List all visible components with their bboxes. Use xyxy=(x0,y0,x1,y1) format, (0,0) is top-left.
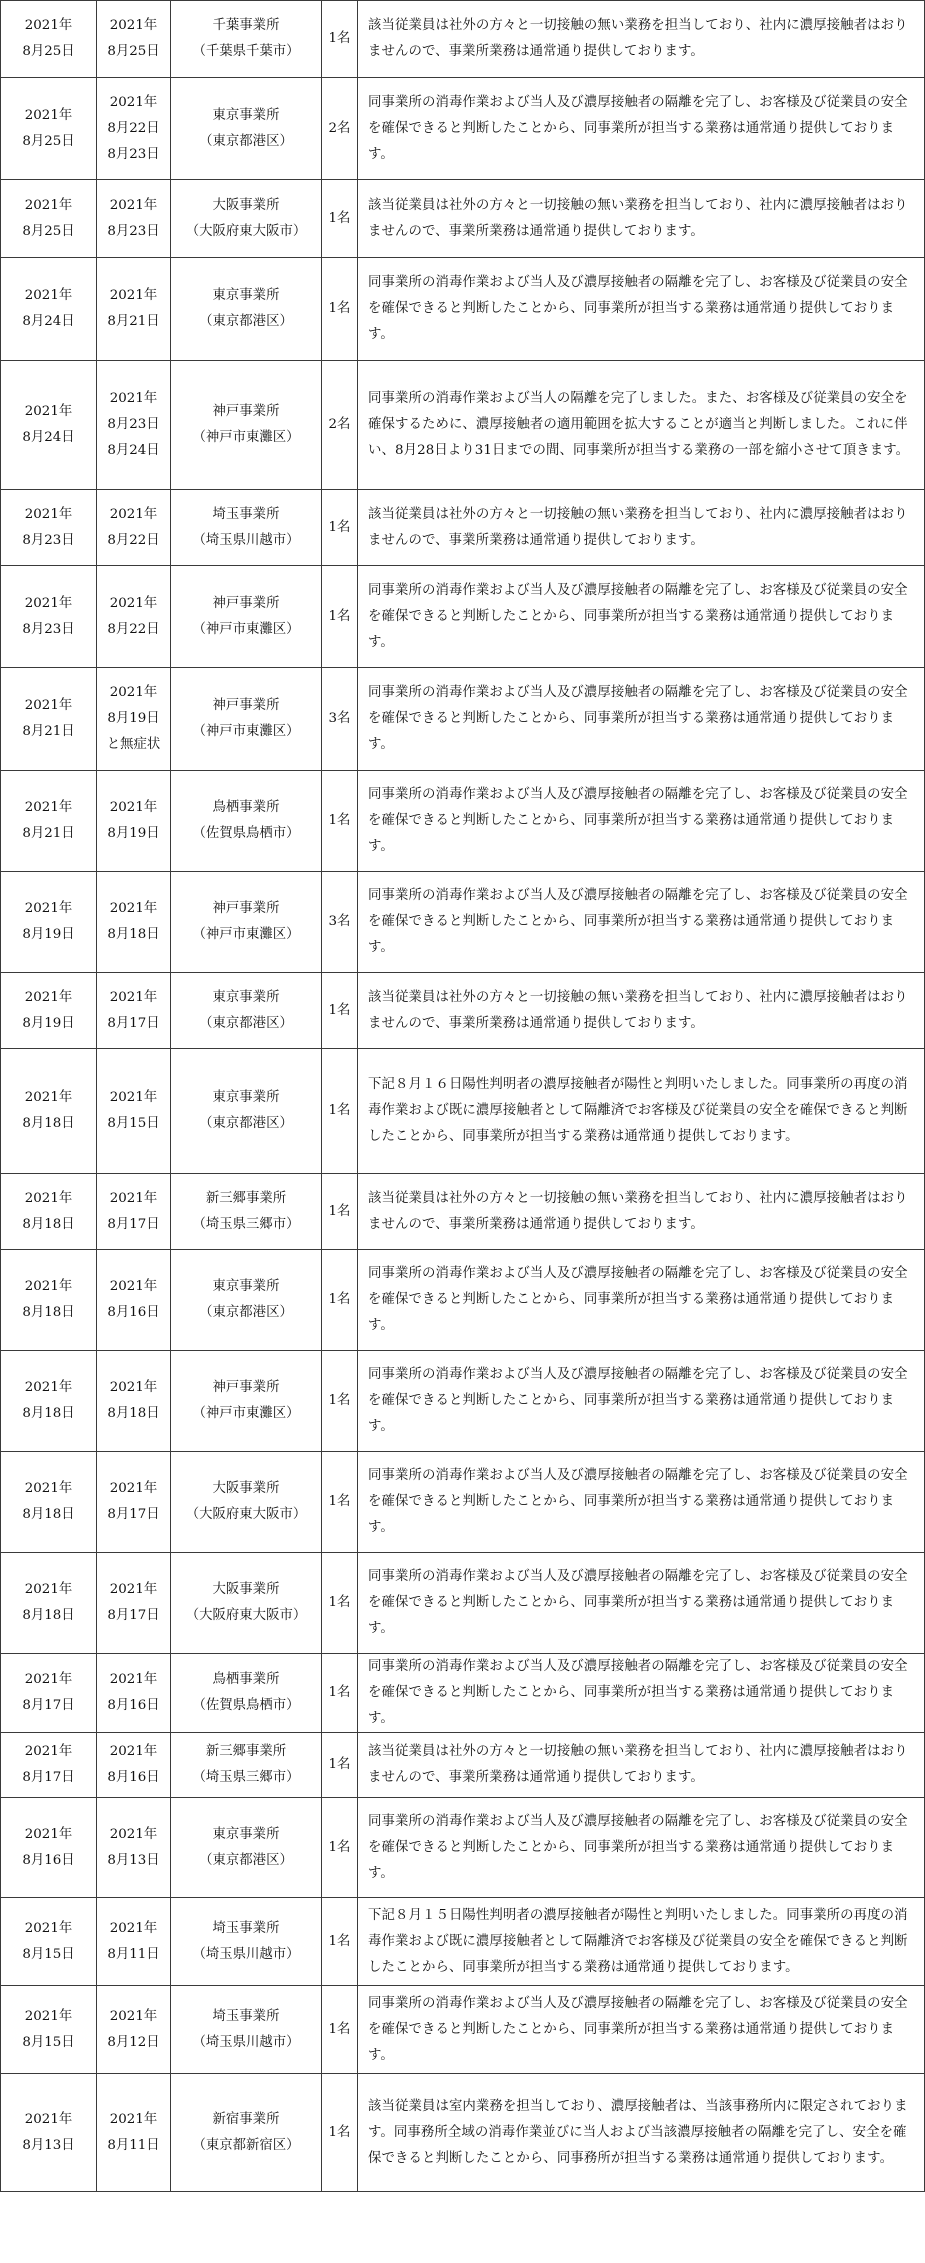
office-cell xyxy=(171,180,322,258)
office-cell xyxy=(171,1898,322,1986)
office-cell-line: 東京事業所 xyxy=(212,288,280,303)
status-note-cell: 下記８月１５日陽性判明者の濃厚接触者が陽性と判明いたしました。同事業所の再度の消毒作業および既に濃厚接触者として隔離済でお客様及び従業員の安全を確保できると判断したことから、同事業所が担当する業務は通常通り提供しております。 xyxy=(358,1898,925,1986)
report-date-cell-line: 8月18日 xyxy=(22,1406,75,1421)
case-count-cell: 1名 xyxy=(322,1798,358,1898)
office-cell-line: 神戸事業所 xyxy=(212,595,280,611)
onset-date-cell xyxy=(97,2074,171,2192)
office-cell xyxy=(171,78,322,180)
report-date-cell-line: 8月23日 xyxy=(22,621,75,637)
office-cell xyxy=(171,1798,322,1898)
onset-date-cell-line: 8月18日 xyxy=(107,1406,160,1421)
onset-date-cell xyxy=(97,973,171,1049)
office-cell-line: （大阪府東大阪市） xyxy=(185,1608,307,1623)
case-count-cell: 2名 xyxy=(322,78,358,180)
report-date-cell-line: 8月19日 xyxy=(22,1015,75,1031)
office-cell-line: 東京事業所 xyxy=(212,989,280,1005)
case-count-cell: 1名 xyxy=(322,2074,358,2192)
report-date-cell-line: 8月18日 xyxy=(22,1216,75,1232)
case-count-cell: 1名 xyxy=(322,1174,358,1250)
onset-date-cell xyxy=(97,1,171,78)
status-note-cell: 同事業所の消毒作業および当人及び濃厚接触者の隔離を完了し、お客様及び従業員の安全を確保できると判断したことから、同事業所が担当する業務は通常通り提供しております。 xyxy=(358,771,925,872)
report-date-cell xyxy=(1,668,97,771)
report-date-cell xyxy=(1,1250,97,1351)
report-date-cell xyxy=(1,1798,97,1898)
table-row xyxy=(1,180,925,258)
status-note-cell: 同事業所の消毒作業および当人及び濃厚接触者の隔離を完了し、お客様及び従業員の安全を確保できると判断したことから、同事業所が担当する業務は通常通り提供しております。 xyxy=(358,1654,925,1733)
case-count-cell: 1名 xyxy=(322,1733,358,1798)
report-date-cell-line: 8月25日 xyxy=(22,223,75,239)
office-cell xyxy=(171,490,322,566)
report-date-cell-line: 2021年 xyxy=(24,1090,73,1105)
report-date-cell-line: 2021年 xyxy=(24,698,73,713)
office-cell-line: 埼玉事業所 xyxy=(212,1920,280,1936)
office-cell-line: 新三郷事業所 xyxy=(205,1190,287,1206)
office-cell xyxy=(171,1452,322,1553)
table-row xyxy=(1,78,925,180)
report-date-cell-line: 8月18日 xyxy=(22,1608,75,1623)
report-date-cell-line: 2021年 xyxy=(24,288,73,303)
onset-date-cell xyxy=(97,180,171,258)
onset-date-cell-line: 8月13日 xyxy=(107,1852,160,1868)
report-date-cell xyxy=(1,1,97,78)
status-note-cell: 同事業所の消毒作業および当人及び濃厚接触者の隔離を完了し、お客様及び従業員の安全を確保できると判断したことから、同事業所が担当する業務は通常通り提供しております。 xyxy=(358,668,925,771)
report-date-cell-line: 2021年 xyxy=(24,197,73,213)
office-cell-line: （埼玉県三郷市） xyxy=(192,1216,300,1232)
report-date-cell-line: 8月17日 xyxy=(22,1770,75,1785)
report-date-cell xyxy=(1,1553,97,1654)
table-row xyxy=(1,1986,925,2074)
status-note-cell: 同事業所の消毒作業および当人及び濃厚接触者の隔離を完了し、お客様及び従業員の安全を確保できると判断したことから、同事業所が担当する業務は通常通り提供しております。 xyxy=(358,1553,925,1654)
case-count-cell: 1名 xyxy=(322,973,358,1049)
onset-date-cell xyxy=(97,1898,171,1986)
onset-date-cell-line: 8月22日 xyxy=(107,621,160,637)
table-row xyxy=(1,1250,925,1351)
onset-date-cell-line: 2021年 xyxy=(109,1190,158,1206)
onset-date-cell-line: 8月17日 xyxy=(107,1216,160,1232)
onset-date-cell-line: 8月18日 xyxy=(107,927,160,942)
office-cell-line: 大阪事業所 xyxy=(212,1582,280,1597)
onset-date-cell-line: 8月11日 xyxy=(107,1946,160,1962)
report-date-cell xyxy=(1,1733,97,1798)
onset-date-cell xyxy=(97,78,171,180)
report-date-cell xyxy=(1,78,97,180)
office-cell xyxy=(171,258,322,361)
onset-date-cell-line: 2021年 xyxy=(109,94,158,110)
status-note-cell: 同事業所の消毒作業および当人及び濃厚接触者の隔離を完了し、お客様及び従業員の安全を確保できると判断したことから、同事業所が担当する業務は通常通り提供しております。 xyxy=(358,872,925,973)
table-row xyxy=(1,1898,925,1986)
office-cell-line: （東京都新宿区） xyxy=(192,2137,300,2153)
report-date-cell-line: 2021年 xyxy=(24,2111,73,2127)
table-row xyxy=(1,973,925,1049)
office-cell-line: 東京事業所 xyxy=(212,107,280,123)
report-date-cell-line: 8月18日 xyxy=(22,1507,75,1522)
table-row xyxy=(1,872,925,973)
office-cell xyxy=(171,566,322,668)
report-date-cell-line: 8月24日 xyxy=(22,314,75,329)
onset-date-cell-line: 2021年 xyxy=(109,1920,158,1936)
report-date-cell-line: 2021年 xyxy=(24,1481,73,1496)
report-date-cell xyxy=(1,1986,97,2074)
onset-date-cell xyxy=(97,771,171,872)
office-cell-line: （大阪府東大阪市） xyxy=(185,1507,307,1522)
onset-date-cell-line: 8月22日 xyxy=(107,120,160,136)
report-date-cell xyxy=(1,566,97,668)
onset-date-cell xyxy=(97,668,171,771)
report-date-cell-line: 2021年 xyxy=(24,901,73,916)
office-cell-line: （佐賀県鳥栖市） xyxy=(192,826,300,841)
office-cell-line: 東京事業所 xyxy=(212,1826,280,1842)
onset-date-cell-line: 8月24日 xyxy=(107,443,160,458)
case-count-cell: 2名 xyxy=(322,361,358,490)
onset-date-cell-line: 8月21日 xyxy=(107,314,160,329)
onset-date-cell-line: 2021年 xyxy=(109,1826,158,1842)
report-date-cell-line: 8月25日 xyxy=(22,133,75,149)
onset-date-cell-line: 8月11日 xyxy=(107,2137,160,2153)
onset-date-cell-line: 8月22日 xyxy=(107,532,160,548)
onset-date-cell xyxy=(97,1250,171,1351)
onset-date-cell-line: 8月23日 xyxy=(107,146,160,162)
office-cell xyxy=(171,2074,322,2192)
table-row xyxy=(1,258,925,361)
office-cell xyxy=(171,872,322,973)
office-cell-line: （神戸市東灘区） xyxy=(192,724,300,739)
case-count-cell: 1名 xyxy=(322,1351,358,1452)
report-date-cell-line: 2021年 xyxy=(24,1672,73,1687)
onset-date-cell xyxy=(97,1351,171,1452)
office-cell-line: （東京都港区） xyxy=(199,1852,293,1868)
office-cell-line: 東京事業所 xyxy=(212,1279,280,1294)
case-count-cell: 1名 xyxy=(322,771,358,872)
office-cell-line: （埼玉県川越市） xyxy=(192,2034,300,2050)
onset-date-cell xyxy=(97,872,171,973)
report-date-cell xyxy=(1,1351,97,1452)
office-cell-line: 埼玉事業所 xyxy=(212,506,280,522)
office-cell-line: 千葉事業所 xyxy=(212,18,280,33)
office-cell-line: （神戸市東灘区） xyxy=(192,430,300,445)
onset-date-cell-line: 2021年 xyxy=(109,1582,158,1597)
onset-date-cell-line: 2021年 xyxy=(109,1279,158,1294)
office-cell xyxy=(171,1049,322,1174)
onset-date-cell-line: 8月12日 xyxy=(107,2034,160,2050)
onset-date-cell-line: 2021年 xyxy=(109,18,158,33)
report-date-cell xyxy=(1,1452,97,1553)
case-count-cell: 3名 xyxy=(322,668,358,771)
table-row xyxy=(1,668,925,771)
office-cell-line: 大阪事業所 xyxy=(212,197,280,213)
report-date-cell-line: 8月18日 xyxy=(22,1305,75,1320)
office-cell xyxy=(171,1174,322,1250)
table-row xyxy=(1,1049,925,1174)
status-note-cell: 同事業所の消毒作業および当人及び濃厚接触者の隔離を完了し、お客様及び従業員の安全を確保できると判断したことから、同事業所が担当する業務は通常通り提供しております。 xyxy=(358,1250,925,1351)
office-cell-line: 東京事業所 xyxy=(212,1090,280,1105)
office-cell-line: （大阪府東大阪市） xyxy=(185,223,307,239)
office-cell-line: 大阪事業所 xyxy=(212,1481,280,1496)
onset-date-cell-line: 2021年 xyxy=(109,2111,158,2127)
report-date-cell-line: 2021年 xyxy=(24,506,73,522)
case-count-cell: 1名 xyxy=(322,1250,358,1351)
onset-date-cell-line: 8月15日 xyxy=(107,1116,160,1131)
onset-date-cell-line: 2021年 xyxy=(109,1744,158,1759)
report-date-cell xyxy=(1,2074,97,2192)
report-date-cell xyxy=(1,771,97,872)
onset-date-cell xyxy=(97,1798,171,1898)
report-date-cell xyxy=(1,258,97,361)
report-date-cell xyxy=(1,1654,97,1733)
report-date-cell-line: 2021年 xyxy=(24,18,73,33)
office-cell-line: 新三郷事業所 xyxy=(205,1744,287,1759)
onset-date-cell-line: 8月19日 xyxy=(107,826,160,841)
onset-date-cell xyxy=(97,258,171,361)
onset-date-cell-line: 2021年 xyxy=(109,2008,158,2024)
report-date-cell xyxy=(1,1898,97,1986)
report-date-cell xyxy=(1,973,97,1049)
onset-date-cell xyxy=(97,566,171,668)
report-date-cell-line: 2021年 xyxy=(24,1744,73,1759)
office-cell-line: （東京都港区） xyxy=(199,314,293,329)
office-cell-line: （神戸市東灘区） xyxy=(192,1406,300,1421)
onset-date-cell xyxy=(97,1553,171,1654)
table-row xyxy=(1,771,925,872)
report-date-cell-line: 2021年 xyxy=(24,107,73,123)
onset-date-cell-line: 8月17日 xyxy=(107,1507,160,1522)
office-cell xyxy=(171,771,322,872)
onset-date-cell xyxy=(97,1174,171,1250)
office-cell-line: （埼玉県三郷市） xyxy=(192,1770,300,1785)
report-date-cell-line: 2021年 xyxy=(24,1582,73,1597)
report-date-cell-line: 2021年 xyxy=(24,800,73,815)
onset-date-cell-line: 2021年 xyxy=(109,1481,158,1496)
onset-date-cell-line: 8月17日 xyxy=(107,1608,160,1623)
report-date-cell-line: 2021年 xyxy=(24,1279,73,1294)
office-cell-line: （佐賀県鳥栖市） xyxy=(192,1698,300,1713)
report-date-cell-line: 8月19日 xyxy=(22,927,75,942)
status-note-cell: 同事業所の消毒作業および当人及び濃厚接触者の隔離を完了し、お客様及び従業員の安全を確保できると判断したことから、同事業所が担当する業務は通常通り提供しております。 xyxy=(358,1351,925,1452)
status-note-cell: 同事業所の消毒作業および当人及び濃厚接触者の隔離を完了し、お客様及び従業員の安全を確保できると判断したことから、同事業所が担当する業務は通常通り提供しております。 xyxy=(358,1452,925,1553)
report-date-cell-line: 8月24日 xyxy=(22,430,75,445)
table-row xyxy=(1,1733,925,1798)
onset-date-cell-line: 8月16日 xyxy=(107,1698,160,1713)
office-cell-line: （埼玉県川越市） xyxy=(192,1946,300,1962)
onset-date-cell-line: 8月23日 xyxy=(107,223,160,239)
report-date-cell xyxy=(1,180,97,258)
office-cell-line: （東京都港区） xyxy=(199,1305,293,1320)
onset-date-cell-line: 2021年 xyxy=(109,685,158,700)
office-cell xyxy=(171,1654,322,1733)
case-count-cell: 1名 xyxy=(322,490,358,566)
office-cell xyxy=(171,1733,322,1798)
case-count-cell: 1名 xyxy=(322,1654,358,1733)
onset-date-cell-line: 2021年 xyxy=(109,800,158,815)
report-date-cell-line: 2021年 xyxy=(24,595,73,611)
office-cell-line: （埼玉県川越市） xyxy=(192,532,300,548)
office-cell-line: 神戸事業所 xyxy=(212,1380,280,1395)
table-row xyxy=(1,1,925,78)
report-date-cell-line: 2021年 xyxy=(24,2008,73,2024)
table-row xyxy=(1,1798,925,1898)
status-note-cell: 該当従業員は社外の方々と一切接触の無い業務を担当しており、社内に濃厚接触者はおりませんので、事業所業務は通常通り提供しております。 xyxy=(358,490,925,566)
status-note-cell: 同事業所の消毒作業および当人及び濃厚接触者の隔離を完了し、お客様及び従業員の安全を確保できると判断したことから、同事業所が担当する業務は通常通り提供しております。 xyxy=(358,258,925,361)
table-row xyxy=(1,566,925,668)
onset-date-cell xyxy=(97,361,171,490)
office-cell-line: 鳥栖事業所 xyxy=(212,800,280,815)
status-note-cell: 同事業所の消毒作業および当人及び濃厚接触者の隔離を完了し、お客様及び従業員の安全を確保できると判断したことから、同事業所が担当する業務は通常通り提供しております。 xyxy=(358,566,925,668)
report-date-cell-line: 8月21日 xyxy=(22,826,75,841)
status-note-cell: 該当従業員は社外の方々と一切接触の無い業務を担当しており、社内に濃厚接触者はおりませんので、事業所業務は通常通り提供しております。 xyxy=(358,1,925,78)
status-note-cell: 該当従業員は社外の方々と一切接触の無い業務を担当しており、社内に濃厚接触者はおりませんので、事業所業務は通常通り提供しております。 xyxy=(358,973,925,1049)
table-row xyxy=(1,2074,925,2192)
report-date-cell-line: 8月25日 xyxy=(22,44,75,59)
onset-date-cell-line: 2021年 xyxy=(109,288,158,303)
office-cell-line: 新宿事業所 xyxy=(212,2111,280,2127)
status-note-cell: 該当従業員は社外の方々と一切接触の無い業務を担当しており、社内に濃厚接触者はおりませんので、事業所業務は通常通り提供しております。 xyxy=(358,1733,925,1798)
onset-date-cell-line: 2021年 xyxy=(109,1090,158,1105)
office-cell-line: （千葉県千葉市） xyxy=(192,44,300,59)
office-cell-line: 神戸事業所 xyxy=(212,901,280,916)
office-cell-line: 神戸事業所 xyxy=(212,698,280,713)
office-cell-line: 埼玉事業所 xyxy=(212,2008,280,2024)
onset-date-cell-line: 8月19日 xyxy=(107,711,160,726)
table-row xyxy=(1,1553,925,1654)
office-cell-line: （東京都港区） xyxy=(199,1116,293,1131)
report-date-cell-line: 2021年 xyxy=(24,1920,73,1936)
status-note-cell: 該当従業員は室内業務を担当しており、濃厚接触者は、当該事務所内に限定されております。同事務所全域の消毒作業並びに当人および当該濃厚接触者の隔離を完了し、安全を確保できると判断したことから、同事務所が担当する業務は通常通り提供しております。 xyxy=(358,2074,925,2192)
report-date-cell-line: 2021年 xyxy=(24,404,73,419)
case-count-cell: 3名 xyxy=(322,872,358,973)
onset-date-cell xyxy=(97,490,171,566)
report-date-cell-line: 8月18日 xyxy=(22,1116,75,1131)
report-date-cell xyxy=(1,1174,97,1250)
office-cell xyxy=(171,1,322,78)
office-cell xyxy=(171,1351,322,1452)
onset-date-cell xyxy=(97,1733,171,1798)
onset-date-cell-line: 8月17日 xyxy=(107,1015,160,1031)
office-cell xyxy=(171,973,322,1049)
onset-date-cell-line: 2021年 xyxy=(109,901,158,916)
table-row xyxy=(1,490,925,566)
office-cell-line: 鳥栖事業所 xyxy=(212,1672,280,1687)
report-date-cell xyxy=(1,490,97,566)
case-count-cell: 1名 xyxy=(322,1,358,78)
onset-date-cell xyxy=(97,1049,171,1174)
onset-date-cell-line: 2021年 xyxy=(109,595,158,611)
office-cell xyxy=(171,361,322,490)
case-count-cell: 1名 xyxy=(322,1898,358,1986)
case-count-cell: 1名 xyxy=(322,180,358,258)
onset-date-cell-line: 2021年 xyxy=(109,391,158,406)
onset-date-cell-line: 8月25日 xyxy=(107,44,160,59)
office-cell-line: （東京都港区） xyxy=(199,1015,293,1031)
office-cell-line: （神戸市東灘区） xyxy=(192,927,300,942)
table-row xyxy=(1,1351,925,1452)
case-count-cell: 1名 xyxy=(322,1049,358,1174)
status-note-cell: 同事業所の消毒作業および当人及び濃厚接触者の隔離を完了し、お客様及び従業員の安全を確保できると判断したことから、同事業所が担当する業務は通常通り提供しております。 xyxy=(358,1986,925,2074)
report-date-cell-line: 8月13日 xyxy=(22,2137,75,2153)
onset-date-cell-line: 2021年 xyxy=(109,1672,158,1687)
report-date-cell-line: 8月21日 xyxy=(22,724,75,739)
onset-date-cell-line: 8月16日 xyxy=(107,1770,160,1785)
table-row xyxy=(1,1452,925,1553)
status-note-cell: 該当従業員は社外の方々と一切接触の無い業務を担当しており、社内に濃厚接触者はおりませんので、事業所業務は通常通り提供しております。 xyxy=(358,180,925,258)
onset-date-cell-line: 8月23日 xyxy=(107,417,160,432)
onset-date-cell xyxy=(97,1452,171,1553)
onset-date-cell-line: 2021年 xyxy=(109,197,158,213)
report-date-cell-line: 8月15日 xyxy=(22,1946,75,1962)
status-note-cell: 下記８月１６日陽性判明者の濃厚接触者が陽性と判明いたしました。同事業所の再度の消毒作業および既に濃厚接触者として隔離済でお客様及び従業員の安全を確保できると判断したことから、同事業所が担当する業務は通常通り提供しております。 xyxy=(358,1049,925,1174)
status-note-cell: 同事業所の消毒作業および当人及び濃厚接触者の隔離を完了し、お客様及び従業員の安全を確保できると判断したことから、同事業所が担当する業務は通常通り提供しております。 xyxy=(358,1798,925,1898)
onset-date-cell-line: 2021年 xyxy=(109,989,158,1005)
onset-date-cell xyxy=(97,1986,171,2074)
report-date-cell-line: 8月15日 xyxy=(22,2034,75,2050)
report-date-cell xyxy=(1,872,97,973)
office-cell xyxy=(171,1553,322,1654)
onset-date-cell-line: 8月16日 xyxy=(107,1305,160,1320)
onset-date-cell-line: 2021年 xyxy=(109,506,158,522)
office-cell xyxy=(171,1986,322,2074)
case-count-cell: 1名 xyxy=(322,1986,358,2074)
report-date-cell-line: 8月23日 xyxy=(22,532,75,548)
report-date-cell xyxy=(1,1049,97,1174)
table-row xyxy=(1,361,925,490)
office-cell xyxy=(171,668,322,771)
table-row xyxy=(1,1654,925,1733)
status-note-cell: 該当従業員は社外の方々と一切接触の無い業務を担当しており、社内に濃厚接触者はおりませんので、事業所業務は通常通り提供しております。 xyxy=(358,1174,925,1250)
report-date-cell-line: 8月17日 xyxy=(22,1698,75,1713)
onset-date-cell-line: 2021年 xyxy=(109,1380,158,1395)
office-cell-line: （神戸市東灘区） xyxy=(192,621,300,637)
report-date-cell-line: 2021年 xyxy=(24,1190,73,1206)
office-cell-line: 神戸事業所 xyxy=(212,404,280,419)
report-date-cell-line: 2021年 xyxy=(24,1826,73,1842)
case-count-cell: 1名 xyxy=(322,258,358,361)
table-row xyxy=(1,1174,925,1250)
case-count-cell: 1名 xyxy=(322,566,358,668)
onset-date-cell xyxy=(97,1654,171,1733)
office-cell xyxy=(171,1250,322,1351)
report-date-cell-line: 2021年 xyxy=(24,1380,73,1395)
case-count-cell: 1名 xyxy=(322,1452,358,1553)
onset-date-cell-line: と無症状 xyxy=(106,737,161,752)
case-count-cell: 1名 xyxy=(322,1553,358,1654)
report-date-cell-line: 8月16日 xyxy=(22,1852,75,1868)
report-date-cell xyxy=(1,361,97,490)
office-cell-line: （東京都港区） xyxy=(199,133,293,149)
status-note-cell: 同事業所の消毒作業および当人の隔離を完了しました。また、お客様及び従業員の安全を確保するために、濃厚接触者の適用範囲を拡大することが適当と判断しました。これに伴い、8月28日より31日までの間、同事業所が担当する業務の一部を縮小させて頂きます。 xyxy=(358,361,925,490)
status-note-cell: 同事業所の消毒作業および当人及び濃厚接触者の隔離を完了し、お客様及び従業員の安全を確保できると判断したことから、同事業所が担当する業務は通常通り提供しております。 xyxy=(358,78,925,180)
report-date-cell-line: 2021年 xyxy=(24,989,73,1005)
